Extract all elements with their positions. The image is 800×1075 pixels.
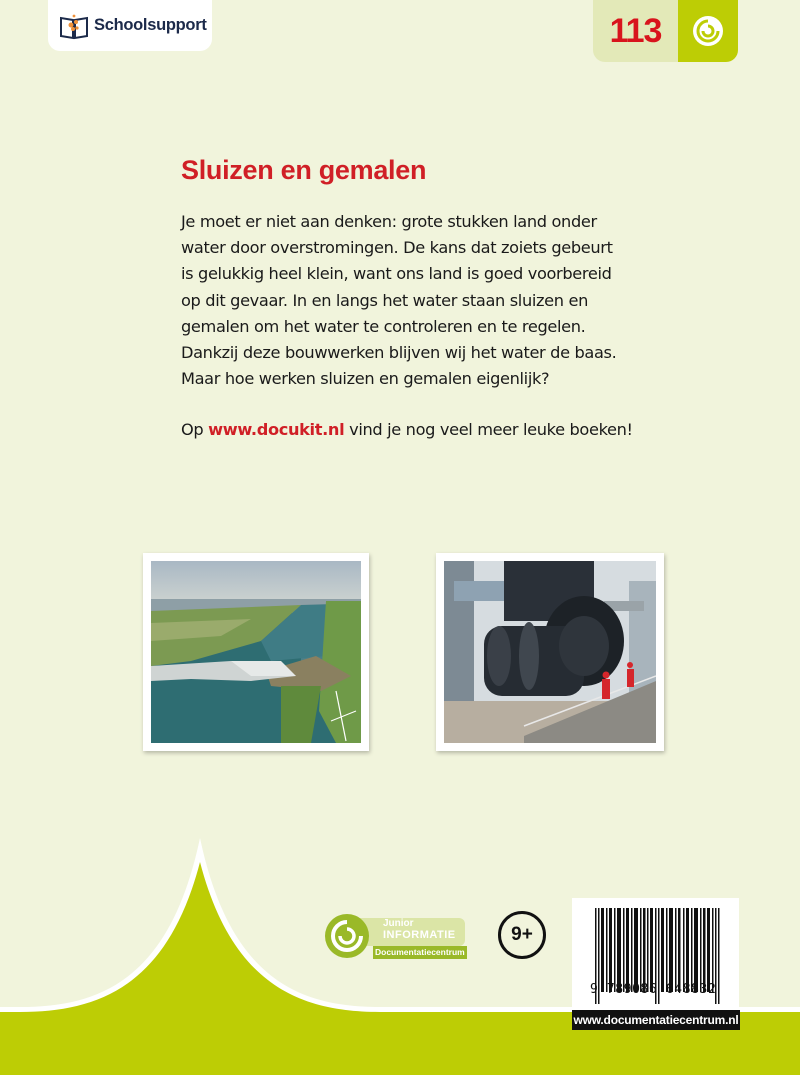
photo-storm-barrier [143, 553, 369, 751]
promo-prefix: Op [181, 420, 209, 439]
intro-paragraph [181, 209, 651, 392]
logo-junior: Junior [383, 918, 414, 929]
schoolsupport-badge[interactable] [48, 0, 212, 51]
paragraph-line: is gelukkig heel klein, want ons land is goed voorbereid [181, 264, 612, 284]
photo-pump-propeller [436, 553, 664, 751]
paragraph-line: Je moet er niet aan denken: grote stukken land onder [181, 212, 597, 231]
open-book-icon [58, 12, 90, 40]
page-number-tab [593, 0, 738, 62]
isbn-number: 9 789086 648832 [590, 982, 717, 997]
paragraph-line: Maar hoe werken sluizen en gemalen eigenlijk? [181, 369, 550, 389]
paragraph-line: Dankzij deze bouwwerken blijven wij het water de baas. [181, 343, 617, 363]
paragraph-line: op dit gevaar. In en langs het water staan sluizen en [181, 290, 588, 310]
junior-informatie-logo [323, 912, 468, 960]
series-logo [678, 0, 738, 62]
brand-label: Schoolsupport [94, 16, 207, 34]
logo-informatie: INFORMATIE [383, 929, 456, 941]
paragraph-line: water door overstromingen. De kans dat zoiets gebeurt [181, 238, 613, 258]
promo-suffix: vind je nog veel meer leuke boeken! [344, 420, 633, 439]
publisher-website[interactable]: www.documentatiecentrum.nl [572, 1010, 740, 1030]
docukit-link[interactable]: www.docukit.nl [208, 420, 345, 439]
page-number: 113 [593, 0, 678, 62]
storm-barrier-image [151, 561, 361, 743]
website-promo [181, 420, 633, 439]
age-rating-badge: 9+ [498, 911, 546, 959]
isbn-barcode [572, 898, 739, 1010]
logo-documentatiecentrum: Documentatiecentrum [375, 947, 465, 957]
pump-propeller-image [444, 561, 656, 743]
swirl-icon [691, 14, 725, 48]
paragraph-line: gemalen om het water te controleren en te regelen. [181, 316, 586, 336]
page-title: Sluizen en gemalen [181, 155, 427, 185]
